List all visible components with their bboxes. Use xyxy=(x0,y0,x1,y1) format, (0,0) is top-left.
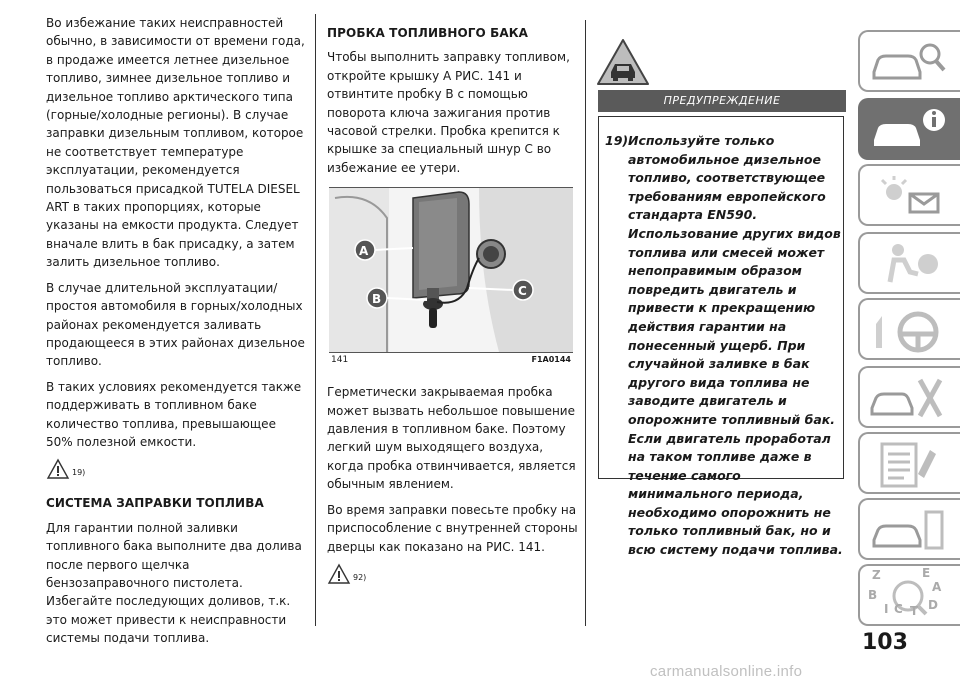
callout-a: A xyxy=(359,244,369,259)
warning-header: ПРЕДУПРЕЖДЕНИЕ xyxy=(598,90,846,112)
dashboard-lights-icon xyxy=(868,170,948,222)
column-middle xyxy=(327,14,579,599)
paragraph: Во время заправки повесьте пробку на приспособление с внутренней стороны дверцы как показано на РИС. 141. xyxy=(327,502,578,554)
index-letter: D xyxy=(928,598,938,612)
section-heading: ПРОБКА ТОПЛИВНОГО БАКА xyxy=(327,26,529,40)
index-letter: T xyxy=(910,604,919,618)
page-number: 103 xyxy=(862,630,908,655)
callout-c: C xyxy=(518,284,527,299)
car-info-icon xyxy=(868,104,948,156)
warning-reference-number: 92) xyxy=(353,572,367,582)
tab-maintenance[interactable] xyxy=(858,432,960,494)
driving-steering-icon xyxy=(868,304,948,356)
warning-content xyxy=(605,132,845,560)
figure-caption: 141 xyxy=(331,354,349,365)
warning-text: Используйте только автомобильное дизельное топливо, соответствующее требованиям европейского стандарта EN590. Использование других видов топлива или смесей может непоправимым образом повредить двигатель и привести к прекращению действия гарантии на понесенный ущерб. При случайной заливке в бак другого вида топлива не заводите двигатель и опорожните топливный бак. Если двигатель проработал на таком топливе даже в течение самого минимального периода, необходимо опорожнить не только топливный бак, но и всю систему подачи топлива. xyxy=(628,133,843,558)
column-left xyxy=(46,14,306,655)
index-letter: C xyxy=(894,602,903,616)
fuel-cap-illustration xyxy=(329,188,573,352)
car-warning-sign-icon xyxy=(596,38,650,88)
car-search-icon xyxy=(868,36,948,88)
warning-reference[interactable] xyxy=(46,458,306,484)
paragraph: Для гарантии полной заливки топливного бака выполните два долива после первого щелчка бензозаправочного пистолета. Избегайте последующих доливов, т.к. это может привести к неисправности системы подачи топлива. xyxy=(46,520,302,646)
figure-code: F1A0144 xyxy=(531,354,571,364)
technical-data-icon xyxy=(868,504,948,556)
tab-technical-data[interactable] xyxy=(858,498,960,560)
paragraph: В таких условиях рекомендуется также поддерживать в топливном баке количество топлива, превышающее 50% полезной емкости. xyxy=(46,379,302,449)
warning-triangle-icon xyxy=(46,458,70,480)
warning-triangle-icon xyxy=(327,563,351,585)
index-letter: I xyxy=(884,602,889,616)
tab-dashboard-lights[interactable] xyxy=(858,164,960,226)
tab-emergency[interactable] xyxy=(858,366,960,428)
tab-index[interactable] xyxy=(858,564,960,626)
figure-141 xyxy=(329,187,573,365)
callout-b: B xyxy=(372,292,382,307)
tab-driving[interactable] xyxy=(858,298,960,360)
tab-safety[interactable] xyxy=(858,232,960,294)
index-letter: B xyxy=(868,588,878,602)
paragraph: Чтобы выполнить заправку топливом, откройте крышку A РИС. 141 и отвинтите пробку B с помощью поворота ключа зажигания против часовой стрелки. Пробка крепится к крышке за специальный шнур C во избежание ее утери. xyxy=(327,50,570,175)
watermark: carmanualsonline.info xyxy=(650,663,803,680)
warning-reference[interactable] xyxy=(327,563,579,589)
tab-car-search[interactable] xyxy=(858,30,960,92)
paragraph: Герметически закрываемая пробка может вызвать небольшое повышение давления в топливном баке. Поэтому легкий шум выходящего воздуха, когда пробка отвинчивается, является обычным явлением. xyxy=(327,385,576,492)
index-letter: A xyxy=(932,580,942,594)
index-letter: E xyxy=(922,566,931,580)
paragraph: В случае длительной эксплуатации/простоя автомобиля в горных/холодных районах рекомендуется заливать продающееся в этих районах дизельное топливо. xyxy=(46,280,305,369)
emergency-tools-icon xyxy=(868,372,948,424)
warning-number: 19) xyxy=(605,133,629,148)
paragraph: Во избежание таких неисправностей обычно, в зависимости от времени года, в продаже имеется летнее дизельное топливо, зимнее дизельное топливо и дизельное топливо арктического типа (горные/холодные регионы). В случае заправки дизельным топливом, которое не соответствует температуре эксплуатации, рекомендуется пользоваться присадкой TUTELA DIESEL ART в таких пропорциях, которые указаны на емкости продукта. Следует вначале влить в бак присадку, а затем залить дизельное топливо. xyxy=(46,16,305,270)
maintenance-checklist-icon xyxy=(868,438,948,490)
section-heading: СИСТЕМА ЗАПРАВКИ ТОПЛИВА xyxy=(46,496,264,511)
column-divider xyxy=(585,20,586,626)
tab-car-info[interactable] xyxy=(858,98,960,160)
index-letter: Z xyxy=(872,568,881,582)
safety-airbag-icon xyxy=(868,238,948,290)
column-divider xyxy=(315,14,316,626)
warning-reference-number: 19) xyxy=(72,468,86,478)
